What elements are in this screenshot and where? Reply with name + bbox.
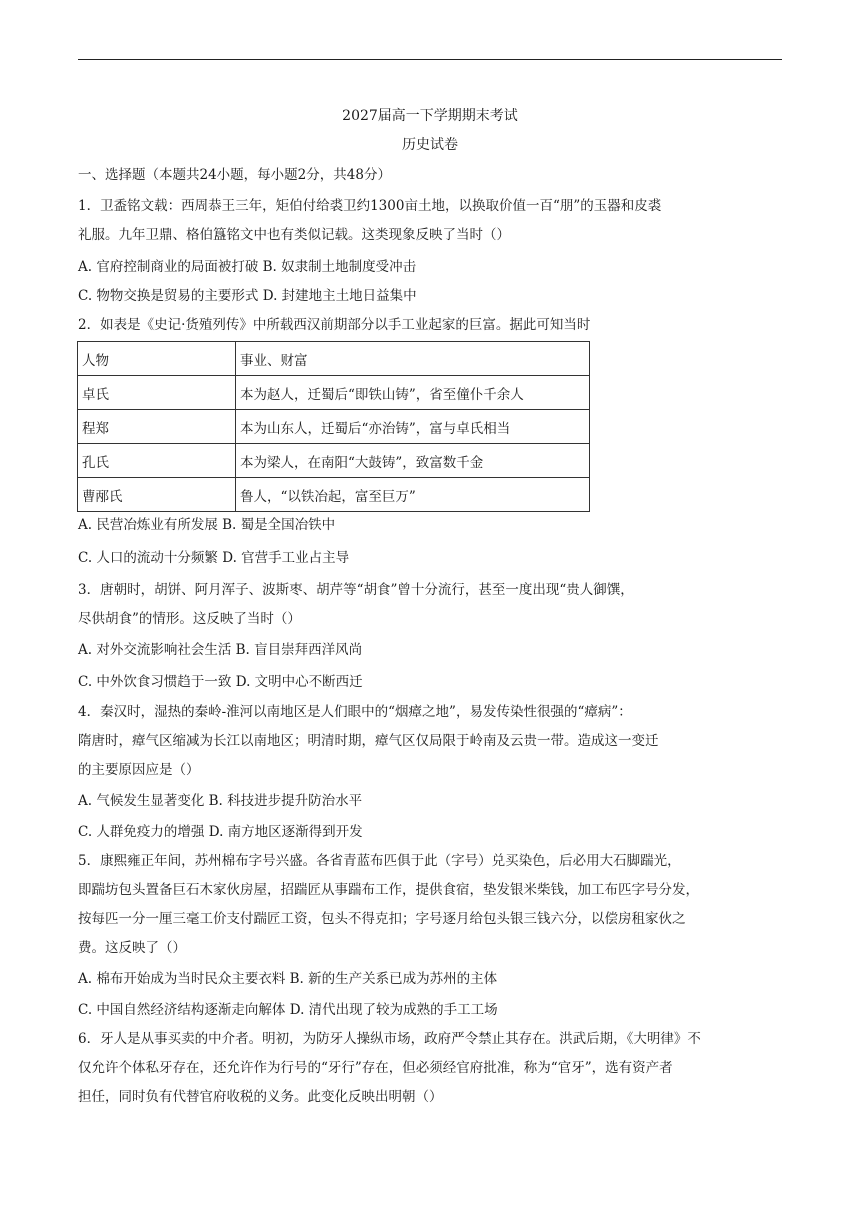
q6-stem-line-1: 6．牙人是从事买卖的中介者。明初，为防牙人操纵市场，政府严令禁止其存在。洪武后期，《大明律》不 bbox=[78, 1031, 701, 1047]
q3-stem-line-2: 尽供胡食”的情形。这反映了当时（） bbox=[78, 611, 301, 627]
section-heading: 一、选择题（本题共24小题，每小题2分，共48分） bbox=[78, 167, 391, 183]
table-cell: 本为梁人，在南阳“大鼓铸”，致富数千金 bbox=[236, 444, 590, 478]
q5-options-cd: C. 中国自然经济结构逐渐走向解体 D. 清代出现了较为成熟的手工工场 bbox=[78, 1002, 498, 1018]
q5-stem-line-2: 即踹坊包头置备巨石木家伙房屋，招踹匠从事踹布工作，提供食宿，垫发银米柴钱，加工布匹字号分发， bbox=[78, 882, 699, 898]
table-header-row bbox=[78, 342, 590, 376]
q1-stem-line-2: 礼服。九年卫鼎、格伯簋铭文中也有类似记载。这类现象反映了当时（） bbox=[78, 227, 510, 243]
table-cell: 曹邴氏 bbox=[78, 478, 236, 512]
table-cell: 鲁人，“以铁冶起，富至巨万” bbox=[236, 478, 590, 512]
q5-options-ab: A. 棉布开始成为当时民众主要衣料 B. 新的生产关系已成为苏州的主体 bbox=[78, 971, 498, 987]
q5-stem-line-4: 费。这反映了（） bbox=[78, 940, 186, 956]
q4-stem-line-1: 4．秦汉时，湿热的秦岭-淮河以南地区是人们眼中的“烟瘴之地”，易发传染性很强的“瘴病”： bbox=[78, 704, 632, 720]
table-cell: 卓氏 bbox=[78, 376, 236, 410]
table-row bbox=[78, 444, 590, 478]
q3-options-cd: C. 中外饮食习惯趋于一致 D. 文明中心不断西迁 bbox=[78, 674, 363, 690]
q4-options-ab: A. 气候发生显著变化 B. 科技进步提升防治水平 bbox=[78, 793, 363, 809]
q2-options-cd: C. 人口的流动十分频繁 D. 官营手工业占主导 bbox=[78, 550, 350, 566]
table-row bbox=[78, 410, 590, 444]
table-row bbox=[78, 478, 590, 512]
q5-stem-line-3: 按每匹一分一厘三毫工价支付踹匠工资，包头不得克扣；字号逐月给包头银三钱六分，以偿房租家伙之 bbox=[78, 911, 686, 927]
table-row bbox=[78, 376, 590, 410]
header-rule bbox=[78, 59, 782, 60]
q1-options-cd: C. 物物交换是贸易的主要形式 D. 封建地主土地日益集中 bbox=[78, 288, 417, 304]
q3-options-ab: A. 对外交流影响社会生活 B. 盲目崇拜西洋风尚 bbox=[78, 642, 363, 658]
q6-stem-line-3: 担任，同时负有代替官府收税的义务。此变化反映出明朝（） bbox=[78, 1089, 443, 1105]
q2-options-ab: A. 民营冶炼业有所发展 B. 蜀是全国冶铁中 bbox=[78, 517, 336, 533]
exam-subtitle: 历史试卷 bbox=[402, 137, 458, 153]
table-cell: 孔氏 bbox=[78, 444, 236, 478]
q6-stem-line-2: 仅允许个体私牙存在，还允许作为行号的“牙行”存在，但必须经官府批准，称为“官牙”，选有资产者 bbox=[78, 1060, 673, 1076]
q2-stem: 2．如表是《史记·货殖列传》中所载西汉前期部分以手工业起家的巨富。据此可知当时 bbox=[78, 317, 591, 333]
q1-options-ab: A. 官府控制商业的局面被打破 B. 奴隶制土地制度受冲击 bbox=[78, 259, 417, 275]
q2-table bbox=[77, 341, 590, 512]
table-cell: 程郑 bbox=[78, 410, 236, 444]
exam-title: 2027届高一下学期期末考试 bbox=[342, 108, 518, 124]
table-cell: 本为山东人，迁蜀后“亦治铸”，富与卓氏相当 bbox=[236, 410, 590, 444]
q4-stem-line-2: 隋唐时，瘴气区缩减为长江以南地区；明清时期，瘴气区仅局限于岭南及云贵一带。造成这一变迁 bbox=[78, 733, 659, 749]
q1-stem-line-1: 1．卫盉铭文载：西周恭王三年，矩伯付给裘卫约1300亩土地，以换取价值一百“朋”的玉器和皮裘 bbox=[78, 198, 662, 214]
q3-stem-line-1: 3．唐朝时，胡饼、阿月浑子、波斯枣、胡芹等“胡食”曾十分流行，甚至一度出现“贵人御馔， bbox=[78, 582, 634, 598]
table-header-cell: 事业、财富 bbox=[236, 342, 590, 376]
q4-stem-line-3: 的主要原因应是（） bbox=[78, 762, 200, 778]
q5-stem-line-1: 5．康熙雍正年间，苏州棉布字号兴盛。各省青蓝布匹俱于此（字号）兑买染色，后必用大石脚踹光， bbox=[78, 853, 681, 869]
q4-options-cd: C. 人群免疫力的增强 D. 南方地区逐渐得到开发 bbox=[78, 824, 363, 840]
table-cell: 本为赵人，迁蜀后“即铁山铸”，省至僮仆千余人 bbox=[236, 376, 590, 410]
table-header-cell: 人物 bbox=[78, 342, 236, 376]
